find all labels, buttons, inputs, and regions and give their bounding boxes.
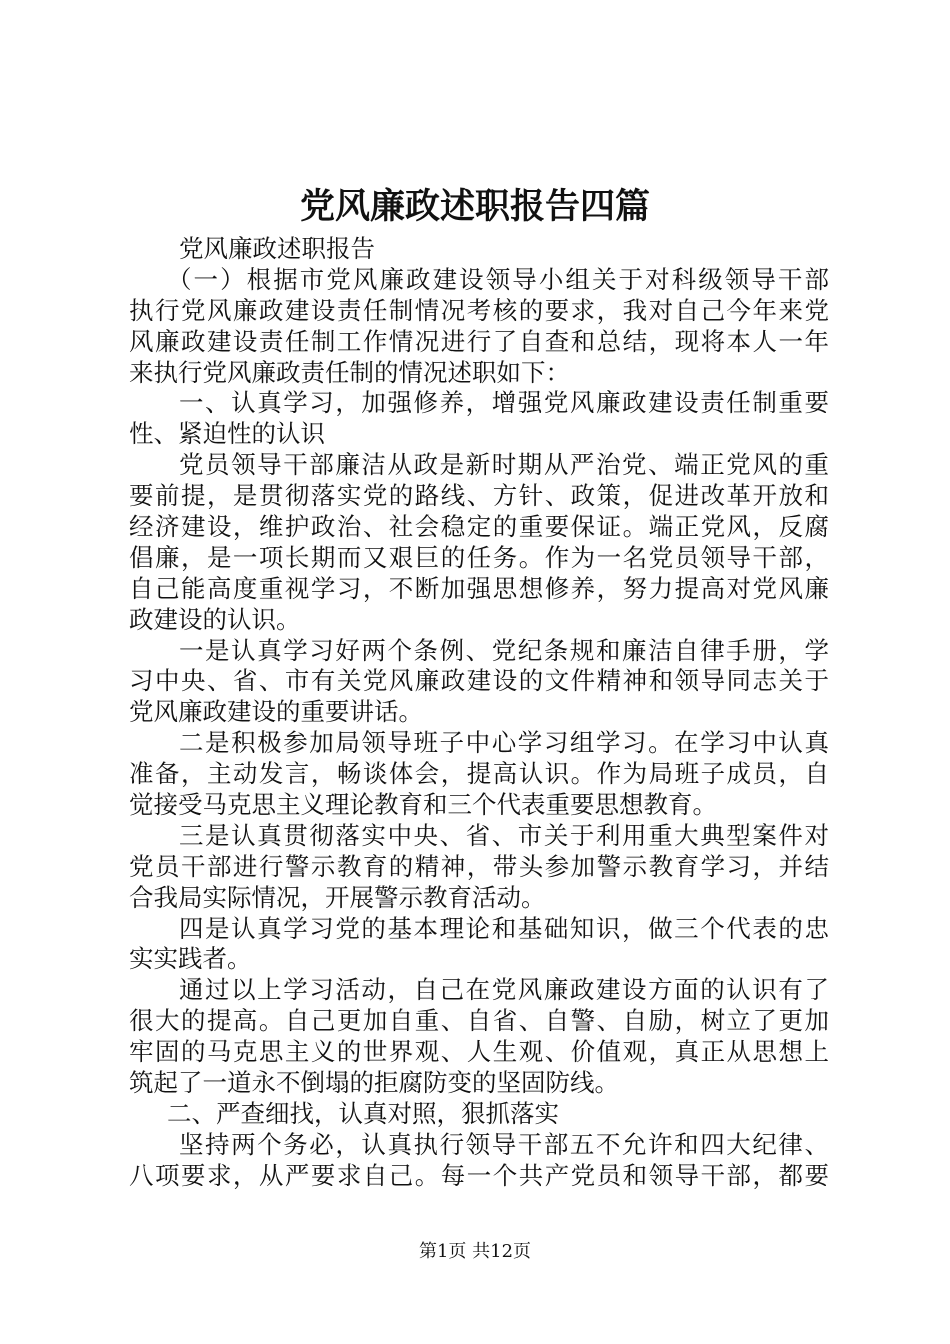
body-line: 八项要求，从严要求自己。每一个共产党员和领导干部，都要 <box>129 1160 829 1190</box>
body-line: 三是认真贯彻落实中央、省、市关于利用重大典型案件对 <box>179 820 829 850</box>
body-line: 筑起了一道永不倒塌的拒腐防变的坚固防线。 <box>129 1068 619 1098</box>
document-body <box>129 234 829 1192</box>
section-heading-line: 二、严查细找，认真对照，狠抓落实 <box>167 1098 559 1128</box>
body-line: 风廉政建设责任制工作情况进行了自查和总结，现将本人一年 <box>129 326 829 356</box>
body-line: 很大的提高。自己更加自重、自省、自警、自励，树立了更加 <box>129 1006 829 1036</box>
section-heading-line: 一、认真学习，加强修养，增强党风廉政建设责任制重要 <box>179 388 829 418</box>
body-line: 四是认真学习党的基本理论和基础知识，做三个代表的忠 <box>179 913 829 943</box>
body-line: 政建设的认识。 <box>129 604 301 634</box>
page-number-footer: 第1页 共12页 <box>418 1241 532 1262</box>
body-line: 党员领导干部廉洁从政是新时期从严治党、端正党风的重 <box>179 450 829 480</box>
body-line: 要前提，是贯彻落实党的路线、方针、政策，促进改革开放和 <box>129 481 829 511</box>
section-heading-line: 性、紧迫性的认识 <box>129 419 325 449</box>
body-line: 实实践者。 <box>129 944 252 974</box>
body-line: 经济建设，维护政治、社会稳定的重要保证。端正党风，反腐 <box>129 512 829 542</box>
body-line: 执行党风廉政建设责任制情况考核的要求，我对自己今年来党 <box>129 295 829 325</box>
body-line: 倡廉，是一项长期而又艰巨的任务。作为一名党员领导干部， <box>129 542 829 572</box>
body-line: （一）根据市党风廉政建设领导小组关于对科级领导干部 <box>167 264 829 294</box>
body-line: 坚持两个务必，认真执行领导干部五不允许和四大纪律、 <box>179 1129 829 1159</box>
body-line: 自己能高度重视学习，不断加强思想修养，努力提高对党风廉 <box>129 573 829 603</box>
body-line: 一是认真学习好两个条例、党纪条规和廉洁自律手册，学 <box>179 635 829 665</box>
body-line: 准备，主动发言，畅谈体会，提高认识。作为局班子成员，自 <box>129 759 829 789</box>
body-line: 党员干部进行警示教育的精神，带头参加警示教育学习，并结 <box>129 851 829 881</box>
body-line: 习中央、省、市有关党风廉政建设的文件精神和领导同志关于 <box>129 666 829 696</box>
body-line: 合我局实际情况，开展警示教育活动。 <box>129 882 546 912</box>
document-title: 党风廉政述职报告四篇 <box>299 186 650 227</box>
subtitle-line: 党风廉政述职报告 <box>179 234 375 263</box>
body-line: 牢固的马克思主义的世界观、人生观、价值观，真正从思想上 <box>129 1037 829 1067</box>
body-line: 觉接受马克思主义理论教育和三个代表重要思想教育。 <box>129 790 717 820</box>
body-line: 来执行党风廉政责任制的情况述职如下： <box>129 357 570 387</box>
body-line: 通过以上学习活动，自己在党风廉政建设方面的认识有了 <box>179 975 829 1005</box>
body-line: 二是积极参加局领导班子中心学习组学习。在学习中认真 <box>179 728 829 758</box>
body-line: 党风廉政建设的重要讲话。 <box>129 697 423 727</box>
